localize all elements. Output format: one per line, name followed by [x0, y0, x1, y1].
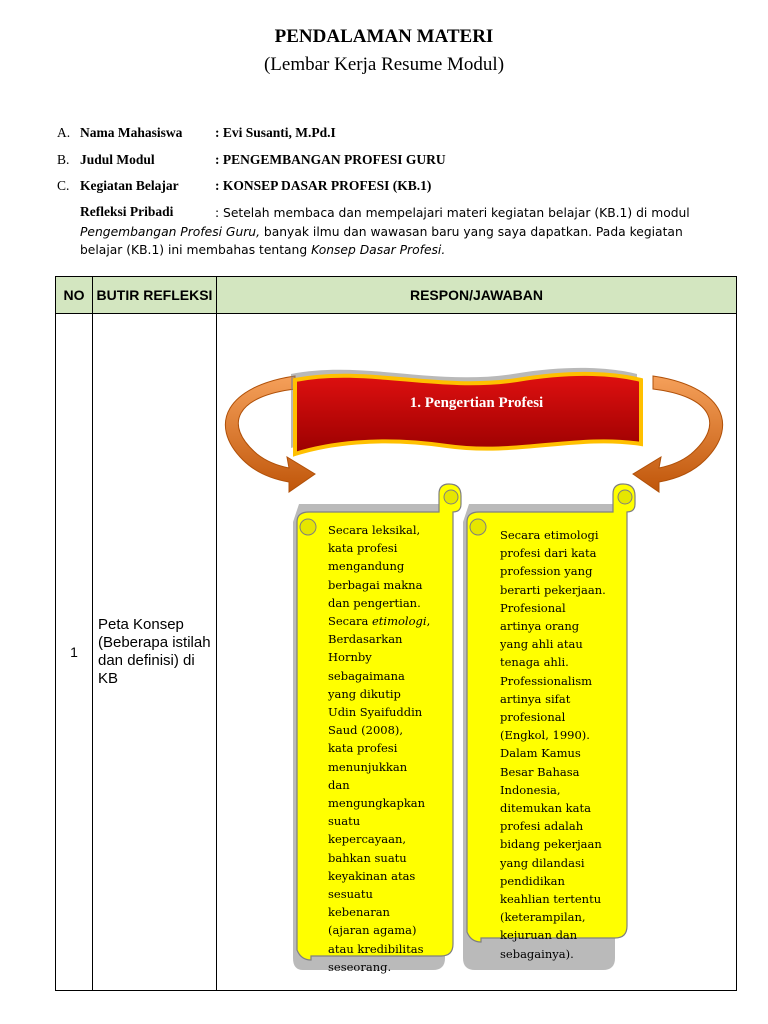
- table-row: [56, 314, 737, 991]
- reflection-table: [55, 276, 737, 991]
- document-subtitle: (Lembar Kerja Resume Modul): [263, 54, 505, 75]
- info-value: : KONSEP DASAR PROFESI (KB.1): [215, 178, 432, 193]
- table-header-row: [56, 277, 737, 314]
- row-respon: [217, 314, 737, 991]
- scroll-line: seseorang.: [328, 959, 392, 974]
- scroll-line: artinya sifat: [500, 691, 571, 706]
- reflection-module-title: Pengembangan Profesi Guru,: [80, 224, 261, 239]
- scroll-line: Profesional: [500, 600, 566, 615]
- scroll-line: keyakinan atas: [328, 868, 416, 883]
- scroll-line: yang dilandasi: [500, 855, 585, 870]
- scroll-line: bidang pekerjaan: [500, 837, 602, 852]
- scroll-line: artinya orang: [500, 619, 580, 634]
- scroll-line: Secara leksikal,: [328, 523, 421, 537]
- reflection-text-part: : Setelah membaca dan mempelajari materi kegiatan belajar (KB.1) di modul: [215, 206, 690, 220]
- scroll-line: yang ahli atau: [500, 637, 583, 652]
- header-respon: RESPON/JAWABAN: [217, 277, 737, 314]
- scroll-line: menunjukkan: [328, 759, 408, 774]
- scroll-line: berbagai makna: [328, 577, 423, 592]
- info-letter: B.: [57, 152, 70, 167]
- scroll-line: Secara etimologi,: [328, 614, 431, 629]
- row-number: 1: [56, 314, 93, 991]
- info-label: Judul Modul: [80, 152, 155, 167]
- scroll-line: tenaga ahli.: [500, 655, 569, 670]
- scroll-line: Saud (2008),: [328, 723, 404, 738]
- scroll-line: (ajaran agama): [328, 923, 417, 938]
- info-label: Nama Mahasiswa: [80, 125, 183, 140]
- header-butir: BUTIR REFLEKSI: [93, 277, 217, 314]
- scroll-line: Udin Syaifuddin: [328, 705, 423, 720]
- scroll-line: ditemukan kata: [500, 801, 591, 816]
- scroll-line: sesuatu: [328, 887, 373, 902]
- scroll-line: kata profesi: [328, 741, 398, 756]
- scroll-line: yang dikutip: [328, 686, 401, 701]
- scroll-line: keahlian tertentu: [500, 892, 602, 907]
- scroll-line: mengungkapkan: [328, 796, 426, 811]
- info-letter: A.: [57, 125, 71, 140]
- scroll-line: kejuruan dan: [500, 928, 578, 943]
- header-no: NO: [56, 277, 93, 314]
- scroll-line: pendidikan: [500, 873, 565, 888]
- scroll-line: Berdasarkan: [328, 632, 403, 647]
- concept-map: [217, 314, 736, 990]
- scroll-line: profesi dari kata: [500, 546, 597, 561]
- reflection-text: [80, 204, 720, 260]
- scroll-line: suatu: [328, 814, 361, 829]
- scroll-line: profession yang: [500, 564, 593, 579]
- scroll-line: (Engkol, 1990).: [500, 728, 590, 743]
- left-scroll-text: [328, 521, 448, 976]
- row-butir: Peta Konsep (Beberapa istilah dan definisi) di KB: [93, 314, 217, 991]
- reflection-text-part: banyak ilmu dan wawasan baru yang saya dapatkan. Pada kegiatan belajar (KB.1) ini membahas tentang: [80, 224, 683, 257]
- banner-label: 1. Pengertian Profesi: [409, 395, 544, 411]
- scroll-line: kepercayaan,: [328, 832, 407, 847]
- right-arrow-icon: [633, 376, 723, 492]
- scroll-line: (keterampilan,: [500, 910, 586, 925]
- info-value: : PENGEMBANGAN PROFESI GURU: [215, 152, 446, 167]
- right-scroll-text: [500, 526, 626, 963]
- scroll-line: Secara etimologi: [500, 528, 599, 542]
- scroll-line: berarti pekerjaan.: [500, 582, 606, 597]
- scroll-line: Besar Bahasa: [500, 764, 580, 779]
- scroll-line: Dalam Kamus: [500, 746, 581, 761]
- scroll-line: Indonesia,: [500, 782, 561, 797]
- scroll-line: dan: [328, 777, 350, 792]
- scroll-line: kebenaran: [328, 905, 390, 920]
- scroll-line: dan pengertian.: [328, 595, 421, 610]
- scroll-line: profesi adalah: [500, 819, 584, 834]
- info-value: : Evi Susanti, M.Pd.I: [215, 125, 336, 140]
- scroll-line: mengandung: [328, 559, 405, 574]
- reflection-topic: Konsep Dasar Profesi.: [311, 243, 446, 257]
- scroll-line: bahkan suatu: [328, 850, 407, 865]
- scroll-line: Hornby: [328, 650, 372, 665]
- scroll-line: sebagaimana: [328, 668, 405, 683]
- reflection-label: Refleksi Pribadi: [80, 204, 174, 219]
- document-title: PENDALAMAN MATERI: [274, 26, 494, 47]
- scroll-line: atau kredibilitas: [328, 941, 424, 956]
- scroll-line: Professionalism: [500, 673, 593, 688]
- info-letter: C.: [57, 178, 70, 193]
- info-label: Kegiatan Belajar: [80, 178, 179, 193]
- scroll-line: kata profesi: [328, 541, 398, 556]
- scroll-line: profesional: [500, 710, 566, 725]
- scroll-line: sebagainya).: [500, 946, 574, 961]
